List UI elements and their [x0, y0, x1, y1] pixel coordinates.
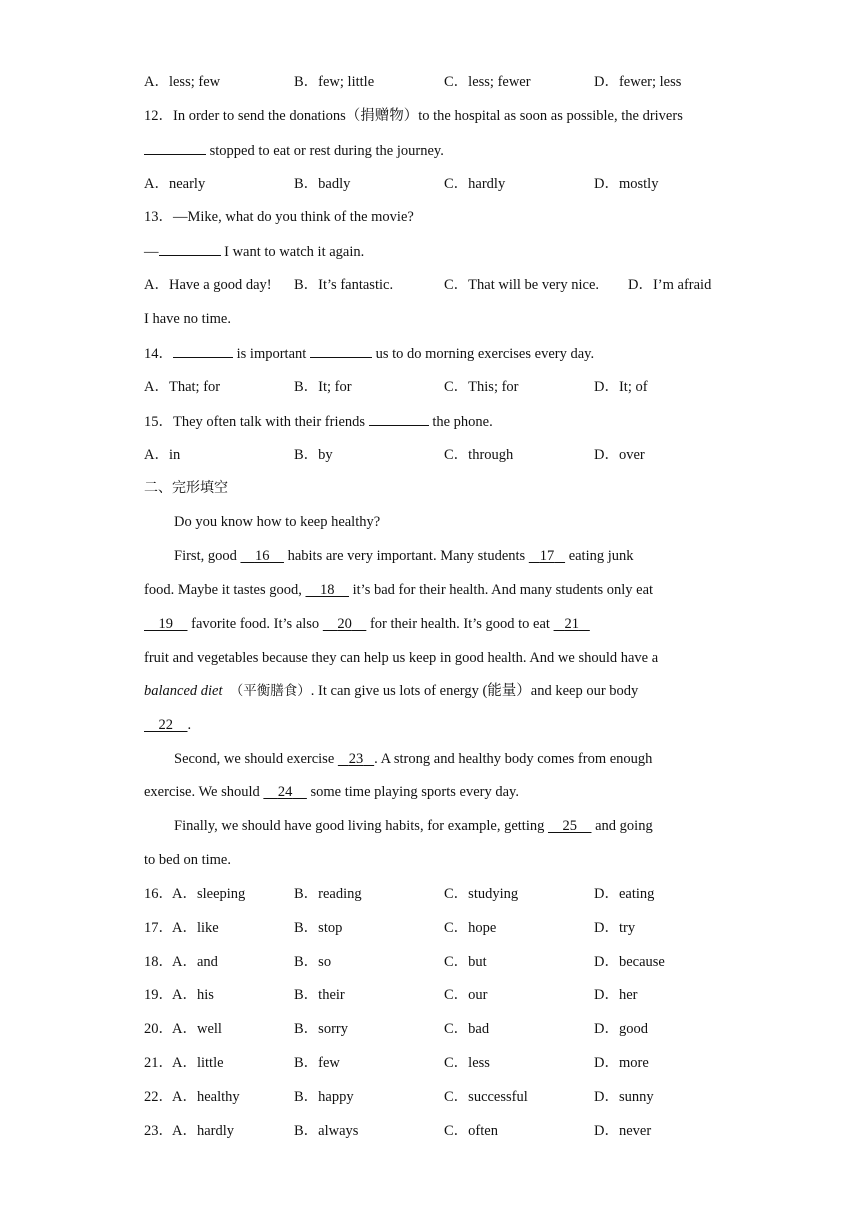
question-text: us to do morning exercises every day. — [375, 346, 595, 362]
option-a: A．sleeping — [172, 886, 246, 902]
cloze-blank-16 — [240, 548, 284, 564]
option-a: A．Have a good day! — [144, 277, 272, 293]
cloze-blank-17 — [529, 548, 565, 564]
passage-text: exercise. We should — [144, 784, 260, 800]
question-text: the phone. — [432, 414, 493, 430]
passage-text: . It can give us lots of energy (能量）and keep our body — [310, 683, 639, 699]
option-c: C．less — [444, 1055, 490, 1071]
cloze-blank-23 — [338, 751, 374, 767]
option-b: B．so — [294, 954, 332, 970]
option-d: D．over — [594, 447, 645, 463]
option-c: C．but — [444, 954, 487, 970]
option-b: B．happy — [294, 1089, 354, 1105]
answer-blank — [144, 140, 206, 155]
cloze-blank-21 — [554, 616, 590, 632]
option-c: C．often — [444, 1123, 498, 1139]
option-d: D．good — [594, 1021, 648, 1037]
cloze-blank-22 — [144, 717, 188, 733]
answer-number: 19． — [144, 987, 173, 1003]
option-c: C．This; for — [444, 379, 519, 395]
blank-number: 20 — [337, 616, 352, 632]
option-d: D．eating — [594, 886, 655, 902]
passage-text: Second, we should exercise — [174, 751, 335, 767]
option-c: C．through — [444, 447, 514, 463]
option-c: C．bad — [444, 1021, 490, 1037]
option-b: B．by — [294, 447, 333, 463]
option-a: A．nearly — [144, 176, 206, 192]
blank-number: 16 — [254, 548, 270, 564]
passage-line: fruit and vegetables because they can help us keep in good health. And we should have a — [144, 650, 659, 666]
option-b: B．badly — [294, 176, 351, 192]
blank-number: 22 — [158, 717, 173, 733]
cloze-blank-25 — [548, 818, 592, 834]
option-d: D．because — [594, 954, 665, 970]
option-d: D．her — [594, 987, 638, 1003]
option-b: B．always — [294, 1123, 359, 1139]
option-a: A．less; few — [144, 74, 221, 90]
passage-text: for their health. It’s good to eat — [369, 616, 550, 632]
passage-line: Do you know how to keep healthy? — [174, 514, 381, 530]
option-b: B．few; little — [294, 74, 375, 90]
passage-text: . — [187, 717, 192, 733]
passage-text: . A strong and healthy body comes from enough — [374, 751, 653, 767]
question-number: 14． — [144, 346, 173, 362]
passage-line — [174, 816, 653, 836]
passage-line — [144, 715, 191, 735]
option-b: B．sorry — [294, 1021, 348, 1037]
blank-number: 21 — [564, 616, 579, 632]
answer-number: 23． — [144, 1123, 173, 1139]
option-a: A．healthy — [172, 1089, 240, 1105]
question-text: In order to send the donations（捐赠物）to the hospital as soon as possible, the drivers — [173, 108, 683, 124]
option-a: A．hardly — [172, 1123, 235, 1139]
cloze-blank-19 — [144, 616, 188, 632]
passage-text: eating junk — [568, 548, 634, 564]
question-number: 12． — [144, 108, 173, 124]
blank-number: 19 — [158, 616, 173, 632]
question-number: 13． — [144, 209, 173, 225]
passage-text: and going — [595, 818, 653, 834]
option-c: C．hope — [444, 920, 497, 936]
option-a: A．and — [172, 954, 218, 970]
option-b: B．reading — [294, 886, 362, 902]
passage-line: to bed on time. — [144, 852, 231, 868]
option-d: D．I’m afraid — [628, 277, 712, 293]
option-a: A．little — [172, 1055, 224, 1071]
option-a: A．like — [172, 920, 219, 936]
option-d: D．mostly — [594, 176, 659, 192]
option-c: C．That will be very nice. — [444, 277, 600, 293]
option-d: D．never — [594, 1123, 652, 1139]
question-text: —Mike, what do you think of the movie? — [173, 209, 414, 225]
cloze-blank-20 — [323, 616, 367, 632]
blank-number: 18 — [320, 582, 335, 598]
passage-line — [144, 782, 519, 802]
answer-number: 21． — [144, 1055, 173, 1071]
cloze-blank-24 — [263, 784, 307, 800]
blank-number: 17 — [539, 548, 555, 564]
question-number: 15． — [144, 414, 173, 430]
passage-text: it’s bad for their health. And many students only eat — [352, 582, 654, 598]
passage-gloss: （平衡膳食） — [229, 683, 311, 699]
option-a: A．well — [172, 1021, 222, 1037]
option-c: C．our — [444, 987, 488, 1003]
blank-number: 25 — [562, 818, 577, 834]
answer-blank — [369, 411, 429, 426]
question-text: I want to watch it again. — [224, 244, 365, 260]
question-14-stem — [144, 343, 594, 364]
option-b: B．It; for — [294, 379, 352, 395]
answer-number: 16． — [144, 886, 173, 902]
answer-number: 18． — [144, 954, 173, 970]
option-b: B．few — [294, 1055, 340, 1071]
question-13-stem — [144, 207, 414, 227]
passage-text: habits are very important. Many students — [287, 548, 526, 564]
answer-number: 17． — [144, 920, 173, 936]
passage-line — [144, 614, 590, 634]
passage-line — [174, 749, 652, 769]
answer-blank — [159, 241, 221, 256]
blank-number: 24 — [277, 784, 293, 800]
passage-line — [144, 580, 653, 600]
option-c: C．hardly — [444, 176, 506, 192]
option-d: D．fewer; less — [594, 74, 682, 90]
passage-text: favorite food. It’s also — [191, 616, 320, 632]
passage-text: some time playing sports every day. — [310, 784, 519, 800]
answer-blank — [173, 343, 233, 358]
option-b: B．It’s fantastic. — [294, 277, 394, 293]
option-d: D．try — [594, 920, 636, 936]
option-b: B．their — [294, 987, 345, 1003]
option-c: C．studying — [444, 886, 519, 902]
question-text: They often talk with their friends — [173, 414, 366, 430]
question-12-stem — [144, 106, 683, 126]
option-a: A．in — [144, 447, 181, 463]
question-text: is important — [236, 346, 307, 362]
question-text: stopped to eat or rest during the journey. — [209, 143, 444, 159]
option-d: D．more — [594, 1055, 649, 1071]
question-13-reply — [144, 241, 364, 262]
question-12-stem-cont — [144, 140, 444, 161]
passage-text: Finally, we should have good living habits, for example, getting — [174, 818, 545, 834]
section-heading: 二、完形填空 — [144, 480, 228, 496]
passage-term: balanced diet — [144, 683, 223, 699]
option-c: C．successful — [444, 1089, 528, 1105]
option-c: C．less; fewer — [444, 74, 531, 90]
blank-number: 23 — [348, 751, 364, 767]
option-b: B．stop — [294, 920, 343, 936]
answer-number: 20． — [144, 1021, 173, 1037]
option-a: A．That; for — [144, 379, 221, 395]
option-d: D．sunny — [594, 1089, 654, 1105]
answer-blank — [310, 343, 372, 358]
passage-line — [174, 546, 634, 566]
passage-line — [144, 681, 638, 701]
passage-text: First, good — [174, 548, 237, 564]
question-15-stem — [144, 411, 493, 432]
option-d-continued: I have no time. — [144, 311, 231, 327]
passage-text: food. Maybe it tastes good, — [144, 582, 302, 598]
answer-number: 22． — [144, 1089, 173, 1105]
dash: — — [144, 244, 159, 260]
option-d: D．It; of — [594, 379, 648, 395]
option-a: A．his — [172, 987, 214, 1003]
cloze-blank-18 — [306, 582, 350, 598]
